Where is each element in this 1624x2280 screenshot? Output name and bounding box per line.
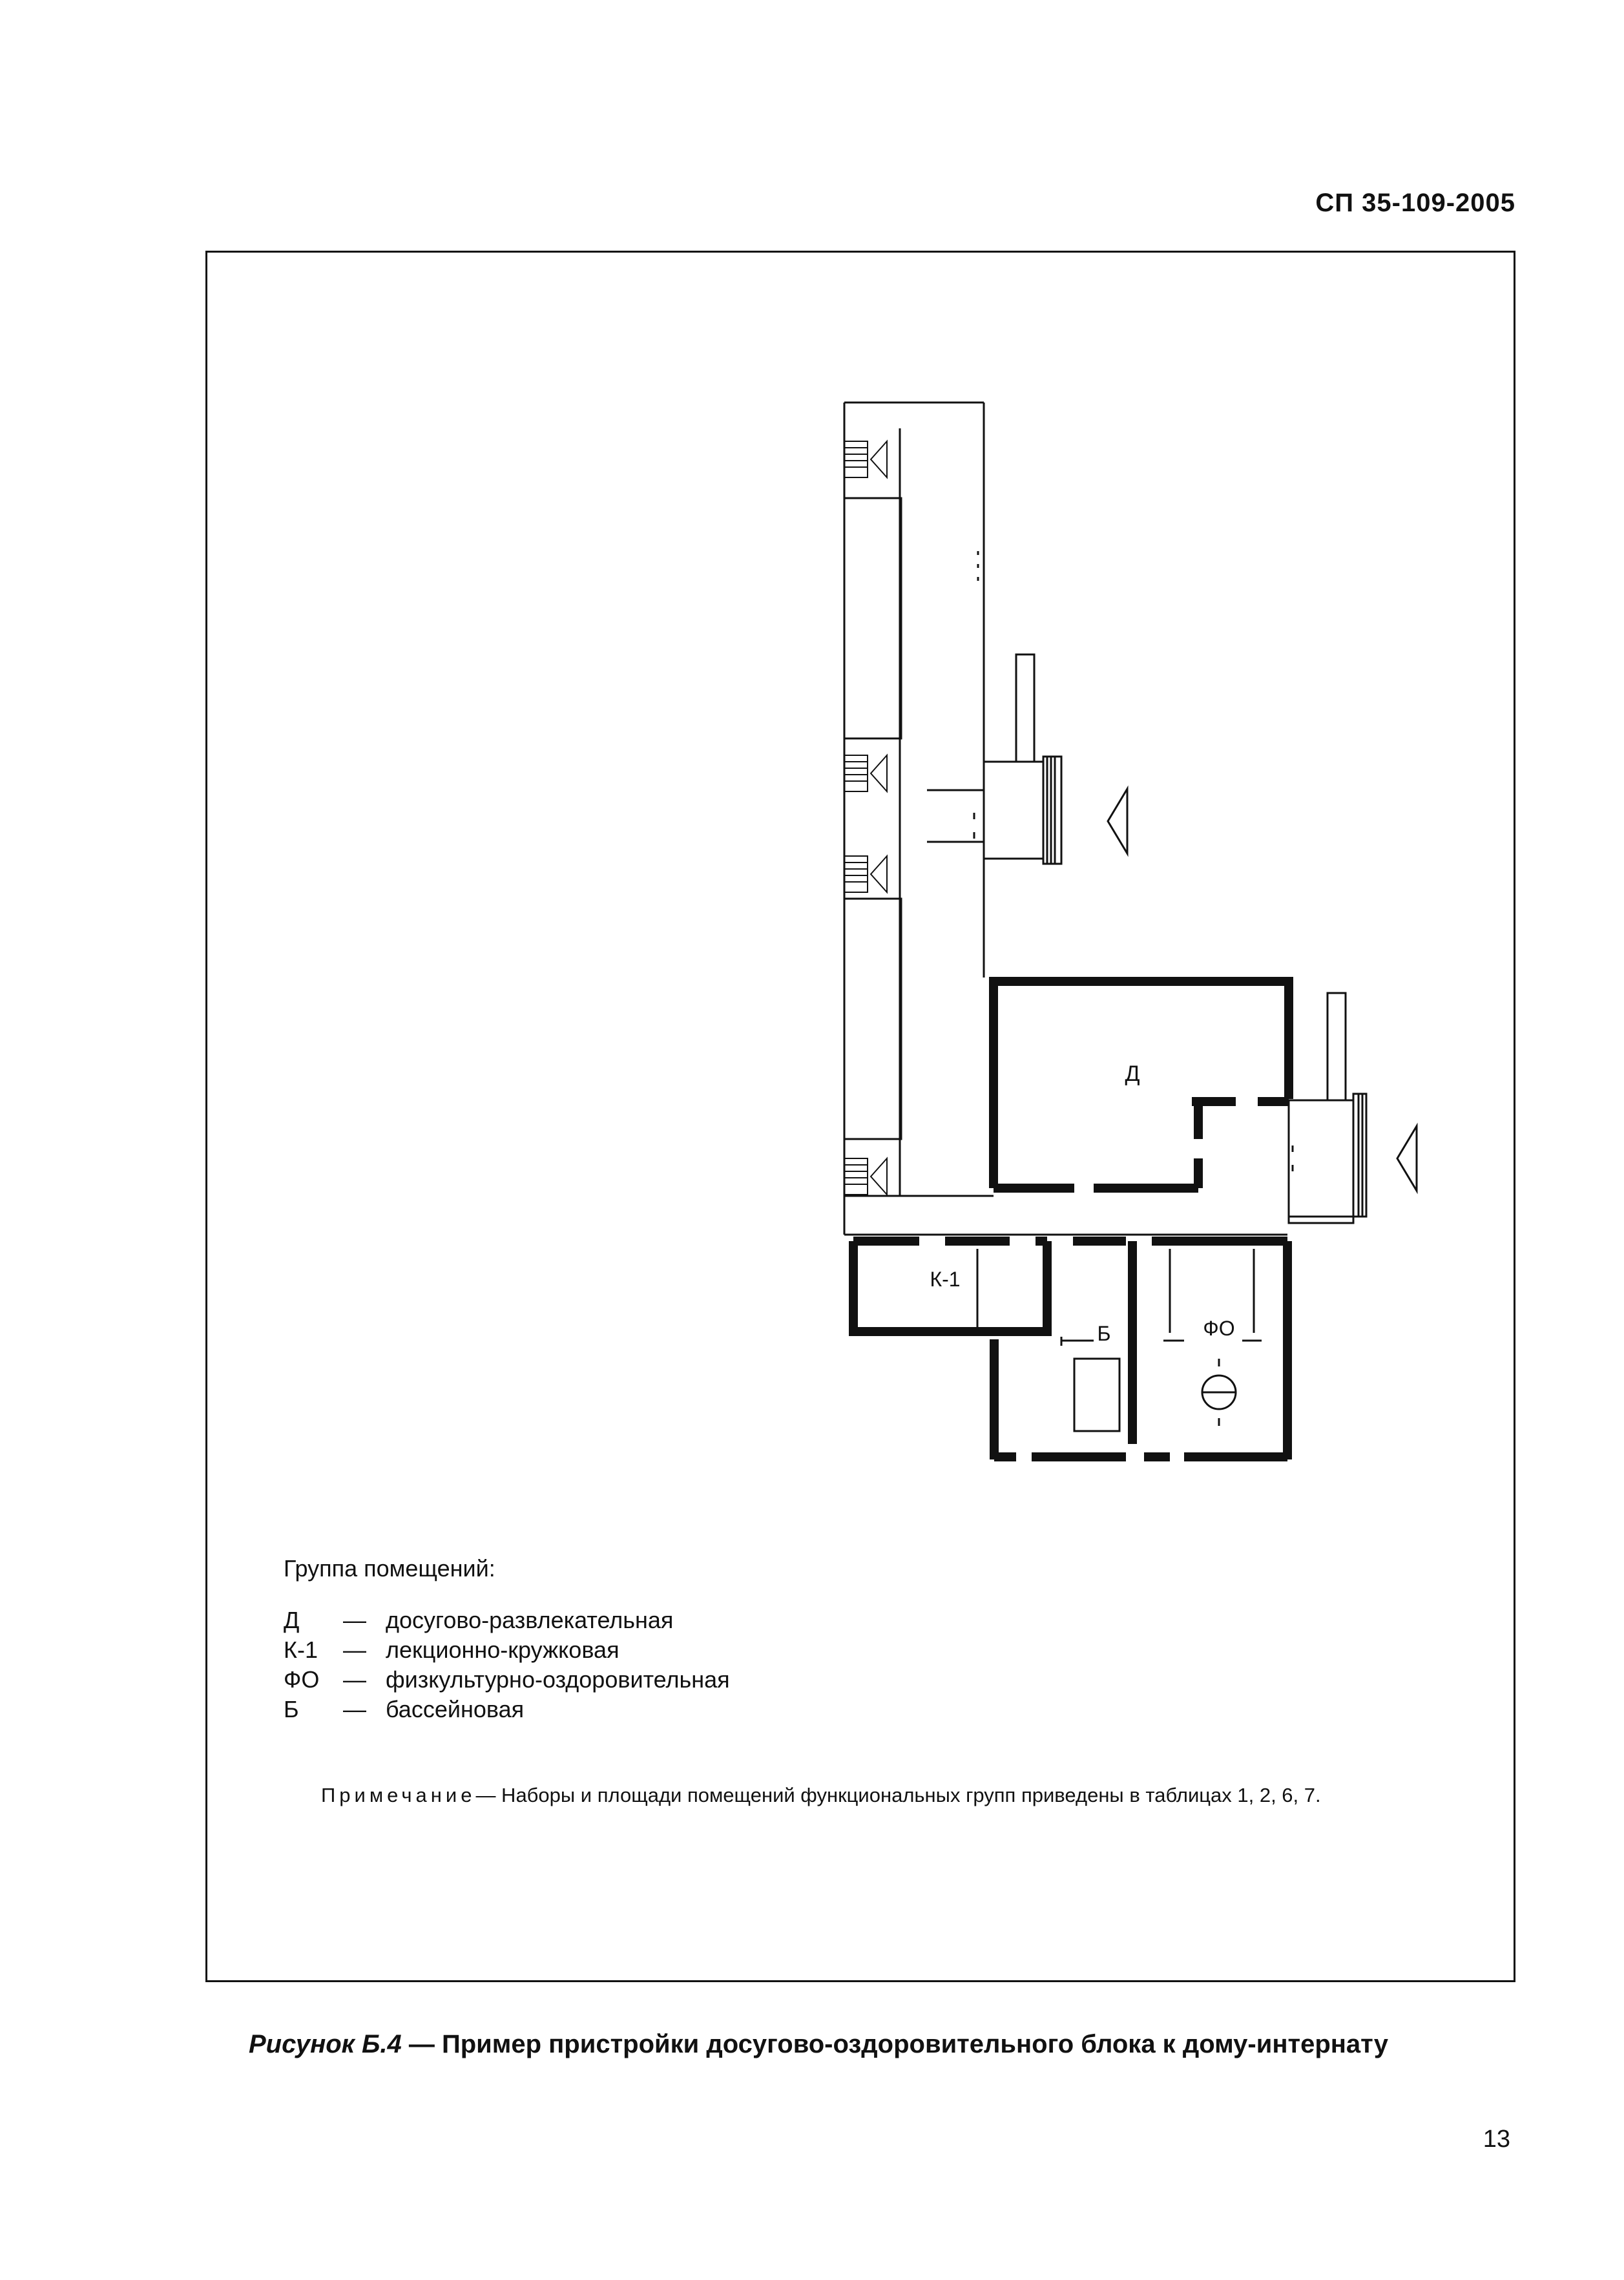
- room-label-D: Д: [1125, 1062, 1140, 1086]
- legend-text: физкультурно-оздоровительная: [386, 1666, 730, 1693]
- pool-details: [977, 993, 1366, 1431]
- legend-text: бассейновая: [386, 1696, 525, 1722]
- legend-text: лекционно-кружковая: [386, 1637, 619, 1663]
- legend-code: Б: [284, 1696, 299, 1722]
- entrance-arrow: [1397, 1126, 1417, 1191]
- legend-code: Д: [284, 1607, 300, 1633]
- legend-dash: —: [343, 1637, 366, 1663]
- room-label-FO: ФО: [1203, 1317, 1235, 1340]
- legend-item: [284, 1635, 730, 1665]
- legend-item: [284, 1605, 730, 1635]
- new-block: [853, 981, 1289, 1459]
- room-label-K1: К-1: [930, 1268, 961, 1291]
- page-number: 13: [1483, 2126, 1510, 2153]
- note-text: — Наборы и площади помещений функциональных групп приведены в таблицах 1, 2, 6, 7.: [475, 1784, 1321, 1806]
- legend-code: ФО: [284, 1666, 320, 1693]
- document-code: СП 35-109-2005: [1315, 189, 1515, 217]
- figure-number: Рисунок Б.4: [249, 2030, 402, 2058]
- legend-title: Группа помещений:: [284, 1555, 495, 1582]
- legend-item: [284, 1695, 730, 1724]
- legend-dash: —: [343, 1696, 366, 1722]
- note: [321, 1784, 1321, 1807]
- legend-text: досугово-развлекательная: [386, 1607, 674, 1633]
- legend-dash: —: [343, 1666, 366, 1693]
- figure-frame: [205, 251, 1515, 1982]
- existing-building: [844, 403, 1287, 1235]
- entrance-arrow: [1108, 789, 1127, 853]
- legend-dash: —: [343, 1607, 366, 1633]
- stairs: [844, 441, 887, 1195]
- room-label-B: Б: [1097, 1322, 1111, 1345]
- legend: [284, 1554, 730, 1724]
- figure-title: — Пример пристройки досугово-оздоровительного блока к дому-интернату: [401, 2030, 1388, 2058]
- figure-caption: [0, 2030, 1624, 2059]
- legend-code: К-1: [284, 1637, 318, 1663]
- note-lead: Примечание: [321, 1784, 476, 1806]
- legend-item: [284, 1665, 730, 1695]
